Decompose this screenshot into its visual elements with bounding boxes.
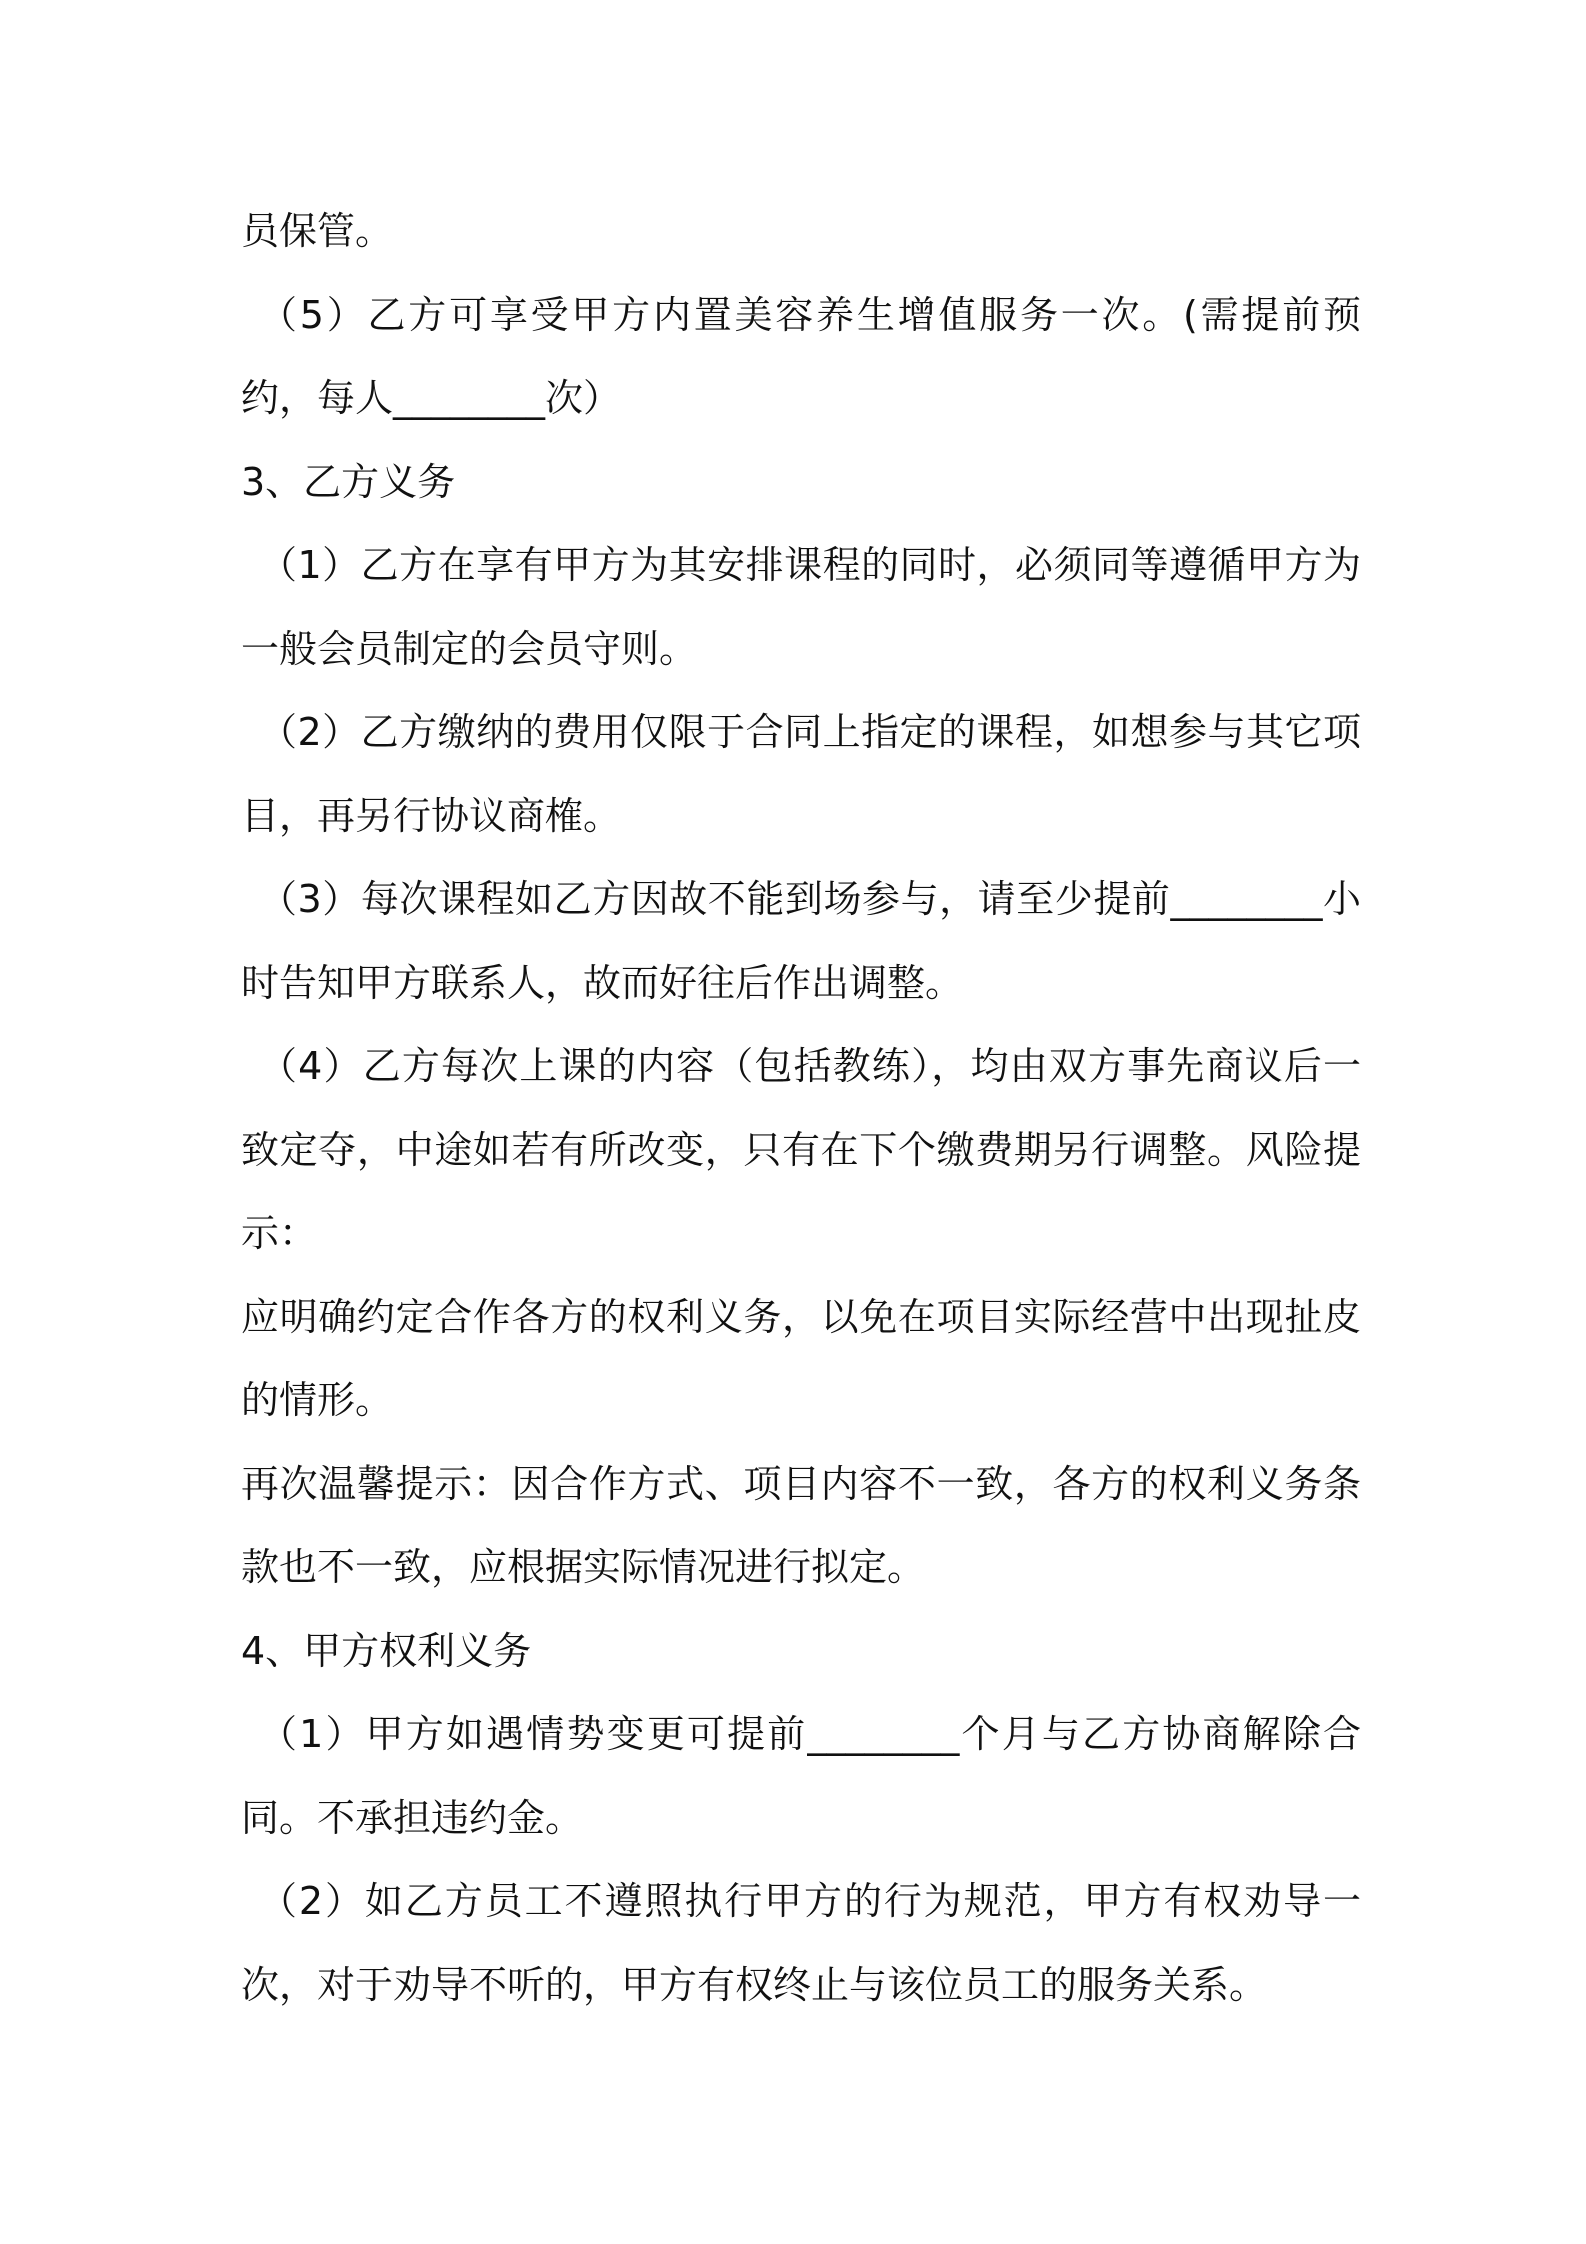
paragraph-item-3-2: （2）乙方缴纳的费用仅限于合同上指定的课程，如想参与其它项目，再另行协议商榷。 — [241, 710, 1361, 838]
paragraph-item-3-1: （1）乙方在享有甲方为其安排课程的同时，必须同等遵循甲方为一般会员制定的会员守则。 — [241, 543, 1361, 671]
paragraph-item-3-3: （3）每次课程如乙方因故不能到场参与，请至少提前________小时告知甲方联系人，故而好往后作出调整。 — [241, 877, 1361, 1005]
document-body — [241, 190, 1361, 2027]
paragraph-item-2-5: （5）乙方可享受甲方内置美容养生增值服务一次。(需提前预约，每人________次） — [241, 292, 1361, 420]
paragraph-continuation: 员保管。 — [241, 209, 394, 253]
paragraph-item-4-1: （1）甲方如遇情势变更可提前________个月与乙方协商解除合同。不承担违约金。 — [241, 1712, 1361, 1840]
risk-note: 应明确约定合作各方的权利义务，以免在项目实际经营中出现扯皮的情形。 — [241, 1294, 1361, 1422]
paragraph-item-4-2: （2）如乙方员工不遵照执行甲方的行为规范，甲方有权劝导一次，对于劝导不听的，甲方有权终止与该位员工的服务关系。 — [241, 1879, 1361, 2007]
section-heading-3: 3、乙方义务 — [241, 459, 456, 504]
section-heading-4: 4、甲方权利义务 — [241, 1628, 532, 1673]
reminder-note: 再次温馨提示：因合作方式、项目内容不一致，各方的权利义务条款也不一致，应根据实际情况进行拟定。 — [241, 1461, 1361, 1589]
paragraph-item-3-4: （4）乙方每次上课的内容（包括教练），均由双方事先商议后一致定夺，中途如若有所改变，只有在下个缴费期另行调整。风险提示： — [241, 1044, 1361, 1255]
